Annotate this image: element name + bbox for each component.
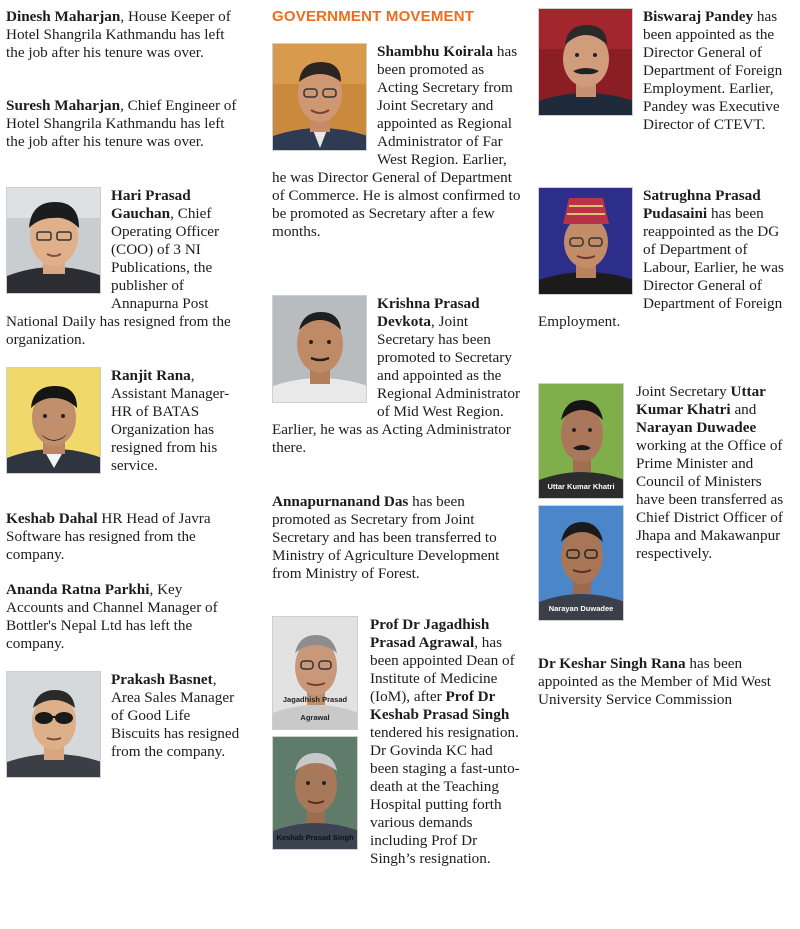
photo-caption: Narayan Duwadee: [548, 604, 614, 613]
news-text: , Key Accounts and Channel Manager of Bottler's Nepal Ltd has left the company.: [6, 581, 218, 652]
news-text: HR Head of Javra Software has resigned from the company.: [6, 510, 211, 563]
person-name: Annapurnanand Das: [272, 493, 409, 510]
portrait-photo: [6, 367, 101, 474]
news-text: has been appointed as the Director General of Department of Foreign Employment. Earlier, Pandey was Executive Director of CTEVT.: [643, 8, 783, 133]
news-text: has been promoted as Secretary from Joint Secretary and has been transferred to Ministry of Agriculture Development from Ministry of Forest.: [272, 493, 500, 582]
section-heading: GOVERNMENT MOVEMENT: [272, 8, 475, 25]
news-item: [6, 510, 242, 564]
news-text: has been appointed as the Member of Mid West University Service Commission: [538, 655, 772, 708]
news-item: [272, 616, 524, 868]
person-name: Ranjit Rana: [111, 367, 191, 384]
portrait-photo: [538, 187, 633, 295]
person-name: Biswaraj Pandey: [643, 8, 754, 25]
person-name: Suresh Maharjan: [6, 97, 121, 114]
person-name: Hari Prasad Gauchan: [111, 187, 191, 222]
news-text: has been reappointed as the DG of Department of Labour, Earlier, he was Director General of Department of Foreign Employment.: [538, 205, 784, 330]
news-text: , has been appointed Dean of Institute of Medicine (IoM), after: [370, 634, 515, 705]
news-text: , Chief Operating Officer (COO) of 3 NI Publications, the publisher of Annapurna Post National Daily has resigned from the organization.: [6, 205, 231, 348]
news-item: [272, 43, 524, 241]
portrait-photo: [272, 43, 367, 151]
news-text: , Joint Secretary has been promoted to Secretary and appointed as the Regional Administrator of Mid West Region. Earlier, he was as Acting Administrator there.: [272, 313, 520, 456]
person-name: Prof Dr Keshab Prasad Singh: [370, 688, 510, 723]
news-item: [6, 581, 242, 653]
news-text: has been promoted as Acting Secretary from Joint Secretary and appointed as Regional Administrator of Far West Region. Earlier, he was Director General of Department of Commerce. He is almost confirmed to be promoted as Secretary after a few months.: [272, 43, 521, 240]
portrait-image: [539, 188, 633, 295]
portrait-photo: [538, 383, 624, 499]
portrait-photo: [272, 295, 367, 403]
person-name: Dinesh Maharjan: [6, 8, 121, 25]
news-item: [6, 671, 242, 782]
portrait-image: [273, 44, 367, 151]
news-text: tendered his resignation. Dr Govinda KC had been staging a fast-unto-death at the Teaching Hospital putting forth various demands including Prof Dr Singh’s resignation.: [370, 724, 520, 867]
news-item: [6, 97, 242, 151]
news-text: , Chief Engineer of Hotel Shangrila Kathmandu has left the job after his tenure was over.: [6, 97, 237, 150]
person-name: Keshab Dahal: [6, 510, 98, 527]
portrait-image: [273, 296, 367, 403]
photo-stack: [538, 383, 624, 621]
person-name: Prof Dr Jagadhish Prasad Agrawal: [370, 616, 490, 651]
portrait-image: [7, 188, 101, 294]
portrait-photo: [6, 671, 101, 778]
person-name: Uttar Kumar Khatri: [636, 383, 766, 418]
photo-caption: Keshab Prasad Singh: [276, 833, 354, 842]
news-item: [6, 187, 242, 349]
photo-stack: [272, 616, 358, 850]
news-item: [538, 187, 792, 331]
news-text: , Assistant Manager- HR of BATAS Organization has resigned from his service.: [111, 367, 230, 474]
person-name: Shambhu Koirala: [377, 43, 494, 60]
person-name: Krishna Prasad Devkota: [377, 295, 480, 330]
person-name: Prakash Basnet: [111, 671, 213, 688]
person-name: Dr Keshar Singh Rana: [538, 655, 686, 672]
portrait-photo: [272, 736, 358, 850]
news-text: Joint Secretary: [636, 383, 731, 400]
photo-caption: Uttar Kumar Khatri: [547, 482, 615, 491]
portrait-photo: [538, 8, 633, 116]
news-item: [538, 655, 792, 709]
portrait-photo: [538, 505, 624, 621]
news-item: [538, 383, 792, 625]
portrait-image: [7, 672, 101, 778]
news-item: [272, 295, 524, 457]
news-text: and: [730, 401, 757, 418]
photo-caption: Jagadhish Prasad Agrawal: [282, 695, 348, 722]
news-text: , Area Sales Manager of Good Life Biscuits has resigned from the company.: [111, 671, 240, 760]
person-name: Narayan Duwadee: [636, 419, 757, 436]
news-item: [6, 367, 242, 478]
news-item: [6, 8, 242, 62]
news-text: working at the Office of Prime Minister and Council of Ministers have been transferred as Chief District Officer of Jhapa and Makawanpur respectively.: [636, 437, 784, 562]
person-name: Satrughna Prasad Pudasaini: [643, 187, 761, 222]
portrait-image: [539, 9, 633, 116]
portrait-photo: [6, 187, 101, 294]
news-item: [272, 493, 524, 583]
news-text: , House Keeper of Hotel Shangrila Kathmandu has left the job after his tenure was over.: [6, 8, 231, 61]
portrait-photo: [272, 616, 358, 730]
person-name: Ananda Ratna Parkhi: [6, 581, 150, 598]
portrait-image: [7, 368, 101, 474]
news-item: [538, 8, 792, 134]
